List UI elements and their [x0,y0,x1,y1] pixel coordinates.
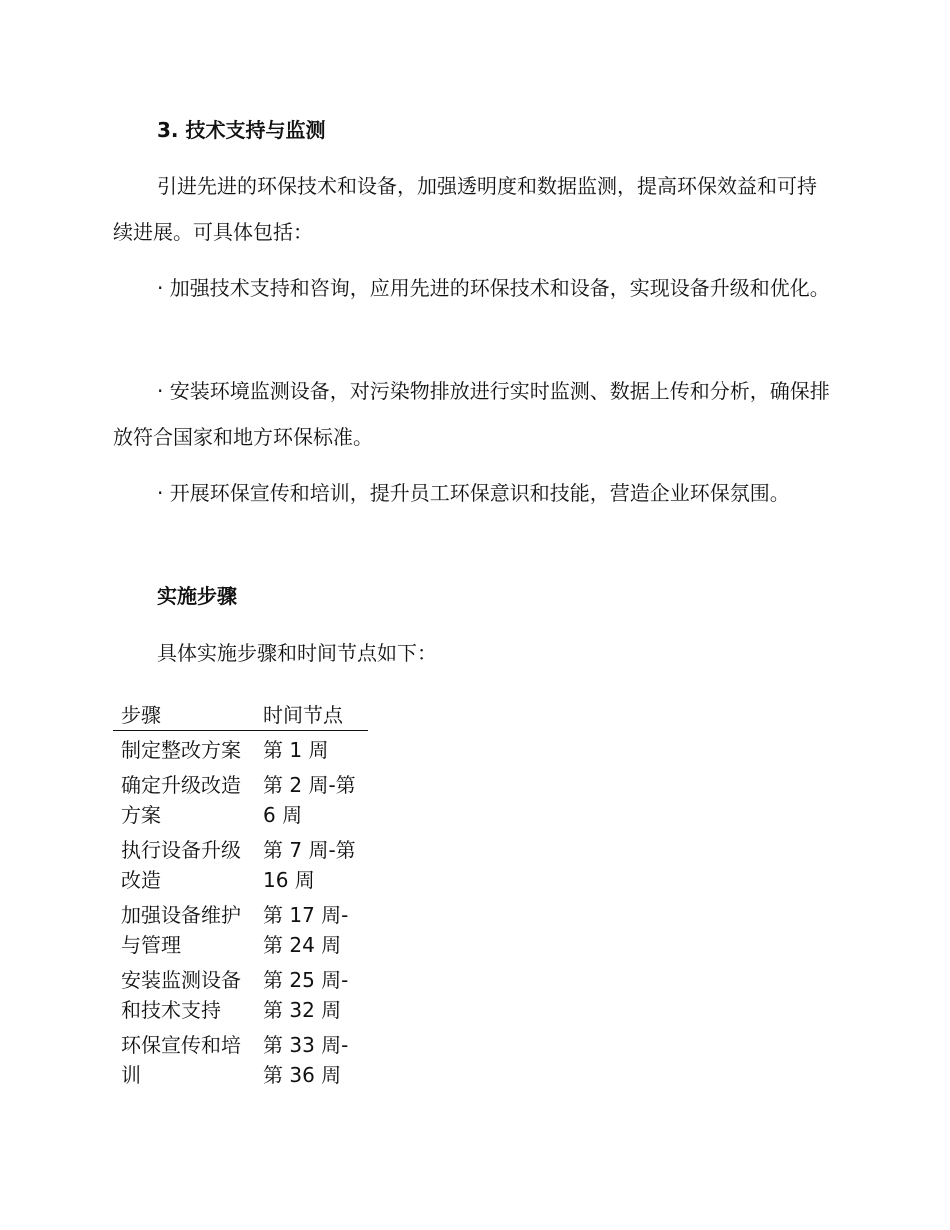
section-intro-paragraph: 引进先进的环保技术和设备，加强透明度和数据监测，提高环保效益和可持续进展。可具体包括： [113,174,817,244]
table-header-step: 步骤 [113,698,263,731]
table-cell-timeline: 第 2 周-第 6 周 [263,773,356,827]
table-row [113,766,368,831]
table-cell-step: 加强设备维护与管理 [121,903,241,957]
table-cell-timeline: 第 17 周-第 24 周 [263,903,349,957]
implementation-intro: 具体实施步骤和时间节点如下： [157,641,437,665]
table-cell-step: 环保宣传和培训 [121,1033,241,1087]
table-row [113,831,368,896]
table-cell-timeline: 第 33 周-第 36 周 [263,1033,349,1087]
implementation-steps-table [113,698,368,1091]
table-cell-step: 安装监测设备和技术支持 [121,968,241,1022]
section-heading-tech-support: 3. 技术支持与监测 [157,118,326,142]
section-heading-implementation: 实施步骤 [157,584,237,608]
table-cell-step: 制定整改方案 [121,738,241,762]
table-cell-step: 确定升级改造方案 [121,773,241,827]
table-row [113,1026,368,1091]
table-row [113,731,368,767]
bullet-monitoring-equipment: · 安装环境监测设备，对污染物排放进行实时监测、数据上传和分析，确保排放符合国家和地方环保标准。 [113,379,830,449]
bullet-training: · 开展环保宣传和培训，提升员工环保意识和技能，营造企业环保氛围。 [157,481,790,505]
table-cell-step: 执行设备升级改造 [121,838,241,892]
table-header-timeline: 时间节点 [263,698,368,731]
table-cell-timeline: 第 7 周-第 16 周 [263,838,356,892]
table-cell-timeline: 第 1 周 [263,738,329,762]
table-row [113,961,368,1026]
table-row [113,896,368,961]
bullet-tech-support: · 加强技术支持和咨询，应用先进的环保技术和设备，实现设备升级和优化。 [157,276,830,300]
table-header-row [113,698,368,731]
table-cell-timeline: 第 25 周-第 32 周 [263,968,349,1022]
